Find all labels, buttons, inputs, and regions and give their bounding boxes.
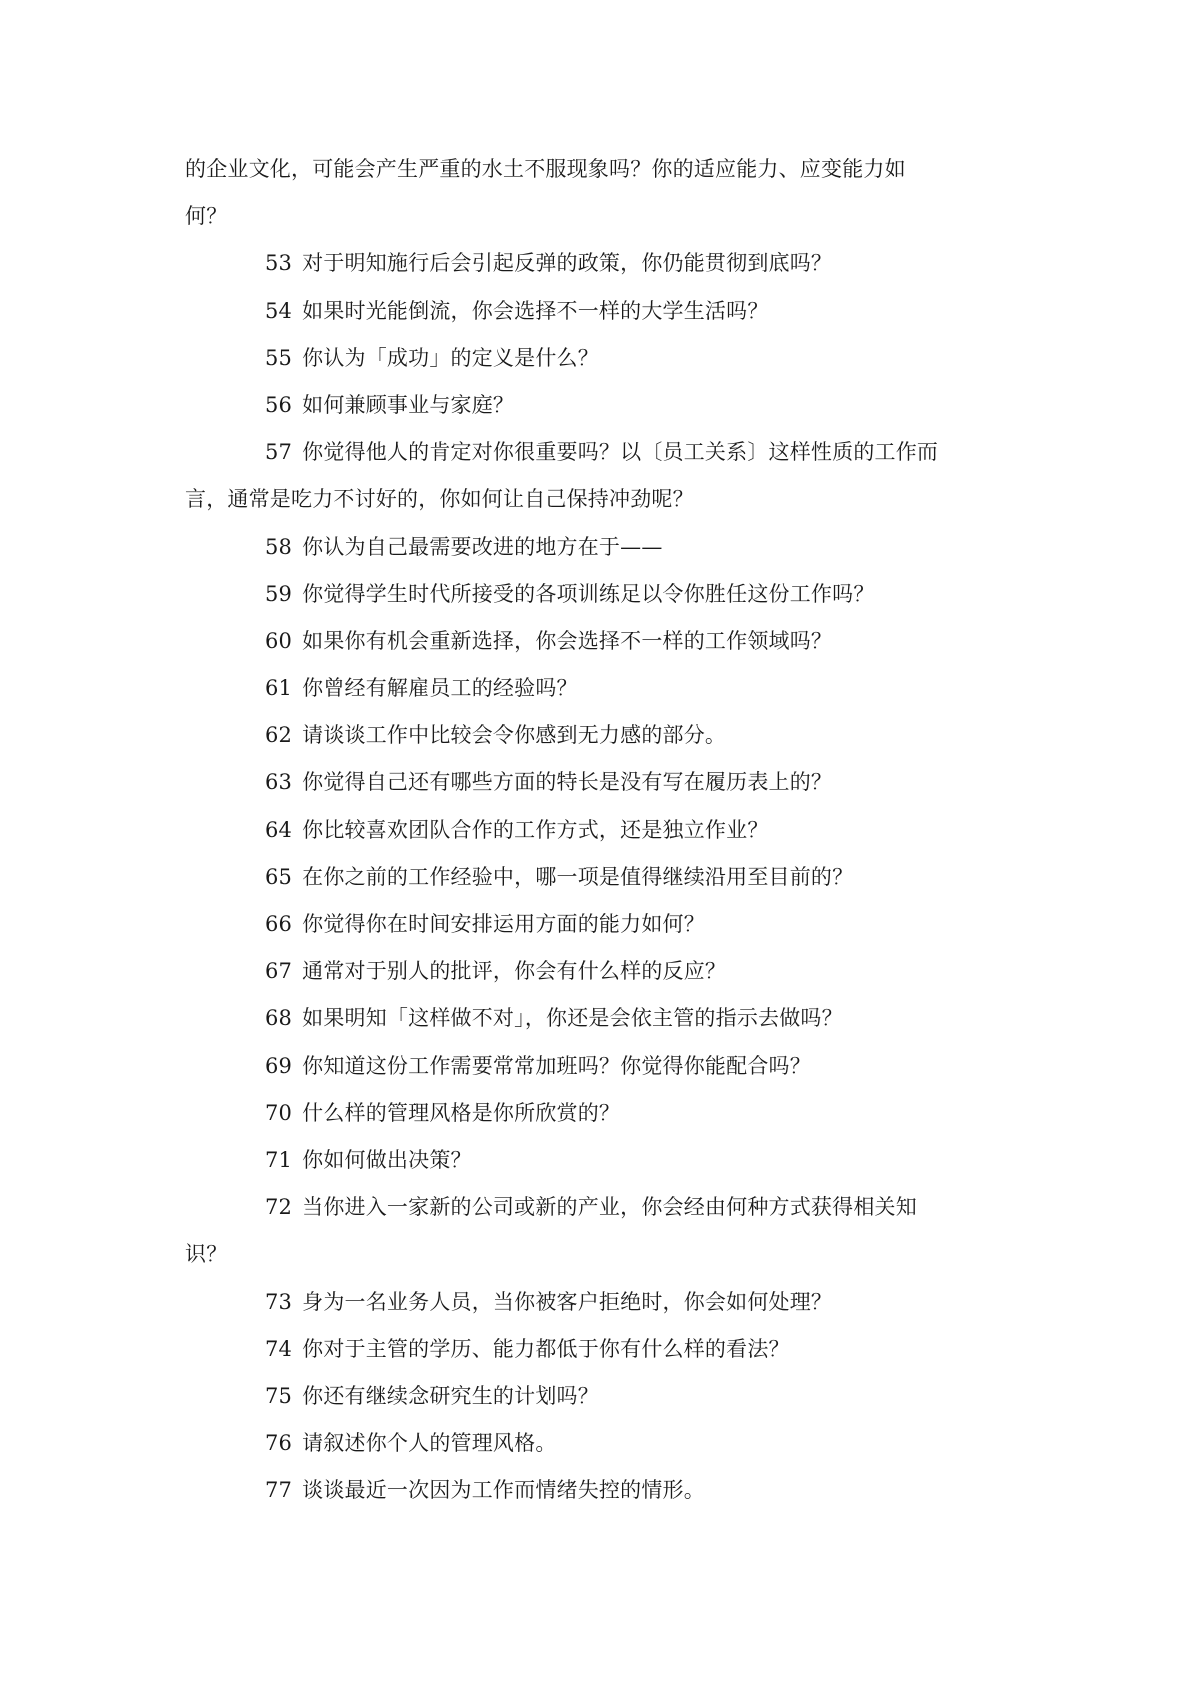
question-text: 通常对于别人的批评，你会有什么样的反应？	[302, 959, 727, 984]
question-number: 62	[265, 723, 293, 748]
question-text: 你觉得自己还有哪些方面的特长是没有写在履历表上的？	[302, 770, 833, 795]
question-text: 如何兼顾事业与家庭？	[302, 392, 515, 417]
question-number: 65	[265, 864, 293, 889]
question-text: 谈谈最近一次因为工作而情绪失控的情形。	[302, 1478, 705, 1503]
question-line-64	[185, 807, 1025, 854]
question-line-59	[185, 571, 1025, 618]
question-number: 60	[265, 628, 293, 653]
question-number: 71	[265, 1147, 293, 1172]
question-number: 61	[265, 676, 293, 701]
question-number: 75	[265, 1383, 293, 1408]
question-line-72	[185, 1184, 1025, 1231]
question-list	[185, 146, 1025, 1514]
question-text: 你还有继续念研究生的计划吗？	[302, 1383, 599, 1408]
question-text: 在你之前的工作经验中，哪一项是值得继续沿用至目前的？	[302, 864, 854, 889]
question-line-65	[185, 854, 1025, 901]
question-number: 57	[265, 440, 293, 465]
continuation-line	[185, 476, 1025, 523]
question-line-56	[185, 382, 1025, 429]
question-text: 你觉得你在时间安排运用方面的能力如何？	[302, 912, 705, 936]
question-number: 69	[265, 1053, 293, 1078]
question-line-66	[185, 901, 1025, 948]
question-number: 63	[265, 770, 293, 795]
question-line-60	[185, 618, 1025, 665]
question-text: 的企业文化，可能会产生严重的水土不服现象吗？你的适应能力、应变能力如	[185, 157, 906, 181]
question-line-57	[185, 429, 1025, 476]
continuation-line	[185, 146, 1025, 193]
question-line-71	[185, 1137, 1025, 1184]
question-text: 你如何做出决策？	[302, 1147, 472, 1172]
question-text: 当你进入一家新的公司或新的产业，你会经由何种方式获得相关知	[302, 1195, 917, 1220]
question-text: 如果明知「这样做不对」，你还是会依主管的指示去做吗？	[302, 1006, 843, 1031]
question-line-62	[185, 712, 1025, 759]
continuation-line	[185, 193, 1025, 240]
question-line-74	[185, 1326, 1025, 1373]
question-number: 72	[265, 1195, 293, 1220]
question-number: 56	[265, 392, 293, 417]
question-line-61	[185, 665, 1025, 712]
question-text: 身为一名业务人员，当你被客户拒绝时，你会如何处理？	[302, 1289, 833, 1314]
question-line-77	[185, 1467, 1025, 1514]
question-number: 64	[265, 817, 293, 842]
question-text: 言，通常是吃力不讨好的，你如何让自己保持冲劲呢？	[185, 487, 694, 512]
question-number: 58	[265, 534, 293, 559]
question-text: 你觉得学生时代所接受的各项训练足以令你胜任这份工作吗？	[302, 581, 875, 606]
question-text: 你觉得他人的肯定对你很重要吗？以〔员工关系〕这样性质的工作而	[302, 440, 939, 465]
question-number: 73	[265, 1289, 293, 1314]
question-line-55	[185, 335, 1025, 382]
question-line-58	[185, 524, 1025, 571]
question-line-75	[185, 1373, 1025, 1420]
question-number: 66	[265, 912, 293, 936]
question-number: 68	[265, 1006, 293, 1031]
question-text: 什么样的管理风格是你所欣赏的？	[302, 1100, 621, 1125]
question-text: 何？	[185, 204, 228, 229]
question-text: 如果时光能倒流，你会选择不一样的大学生活吗？	[302, 298, 769, 323]
question-number: 59	[265, 581, 293, 606]
question-text: 对于明知施行后会引起反弹的政策，你仍能贯彻到底吗？	[302, 251, 833, 276]
question-text: 你对于主管的学历、能力都低于你有什么样的看法？	[302, 1336, 790, 1361]
question-line-76	[185, 1420, 1025, 1467]
question-number: 53	[265, 251, 293, 276]
question-text: 你曾经有解雇员工的经验吗？	[302, 676, 578, 701]
question-text: 如果你有机会重新选择，你会选择不一样的工作领域吗？	[302, 628, 833, 653]
question-number: 77	[265, 1478, 293, 1503]
question-number: 54	[265, 298, 293, 323]
question-line-73	[185, 1279, 1025, 1326]
question-line-63	[185, 759, 1025, 806]
question-number: 76	[265, 1431, 293, 1456]
question-number: 55	[265, 345, 293, 370]
continuation-line	[185, 1231, 1025, 1278]
question-line-69	[185, 1043, 1025, 1090]
question-text: 你知道这份工作需要常常加班吗？你觉得你能配合吗？	[302, 1053, 811, 1078]
question-text: 请叙述你个人的管理风格。	[302, 1431, 557, 1456]
question-text: 你比较喜欢团队合作的工作方式，还是独立作业？	[302, 817, 769, 842]
question-text: 你认为「成功」的定义是什么？	[302, 345, 599, 370]
question-text: 识？	[185, 1242, 228, 1267]
question-text: 请谈谈工作中比较会令你感到无力感的部分。	[302, 723, 727, 748]
question-line-67	[185, 948, 1025, 995]
question-line-68	[185, 995, 1025, 1042]
question-text: 你认为自己最需要改进的地方在于——	[302, 534, 663, 559]
question-number: 74	[265, 1336, 293, 1361]
question-line-53	[185, 240, 1025, 287]
question-line-70	[185, 1090, 1025, 1137]
question-line-54	[185, 288, 1025, 335]
question-number: 70	[265, 1100, 293, 1125]
question-number: 67	[265, 959, 293, 984]
